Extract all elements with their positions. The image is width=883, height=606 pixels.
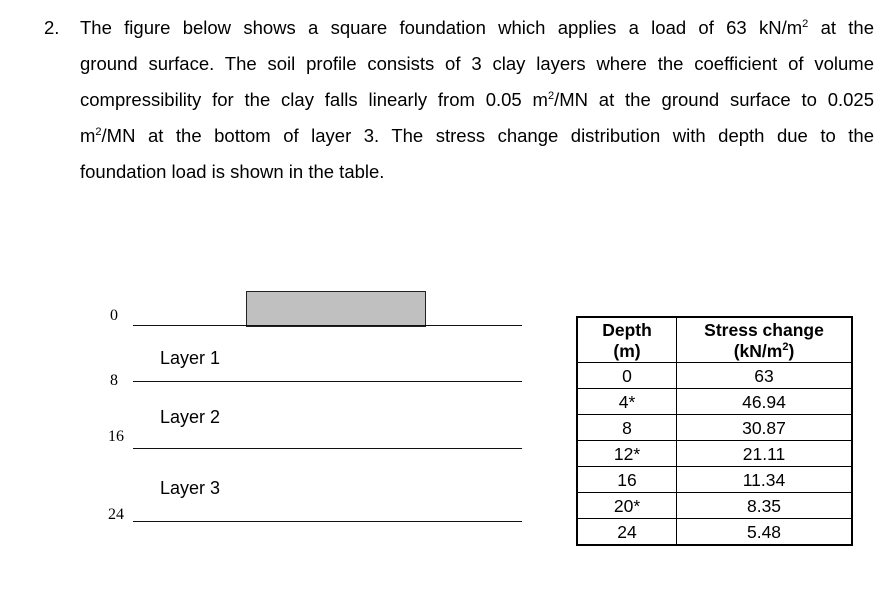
depth-column-header: Depth (m) xyxy=(577,317,677,363)
depth-cell: 0 xyxy=(577,363,677,389)
table-row xyxy=(577,467,852,493)
question-number: 2. xyxy=(44,17,60,38)
question-text-fragment: ground surface. The soil profile consists of 3 clay layers where the coefficient of volume xyxy=(80,53,874,74)
stress-change-column-header: Stress change $(kN/m^2)$ xyxy=(677,317,853,363)
depth-label-0: 0 xyxy=(110,307,118,324)
table-row xyxy=(577,441,852,467)
question-text-fragment: at the xyxy=(808,17,874,38)
superscript: 2 xyxy=(95,126,102,138)
table-row xyxy=(577,389,852,415)
stress-change-cell: 30.87 xyxy=(677,415,853,441)
depth-label-24: 24 xyxy=(108,506,124,523)
layer-3-label: Layer 3 xyxy=(160,478,221,498)
table-header-row xyxy=(577,317,852,363)
layer-1-label: Layer 1 xyxy=(160,348,221,368)
question-text-fragment: compressibility for the clay falls linearly from 0.05 m xyxy=(80,89,548,110)
table-row xyxy=(577,363,852,389)
depth-label-8: 8 xyxy=(110,372,118,389)
depth-cell: 24 xyxy=(577,519,677,546)
depth-cell: 12* xyxy=(577,441,677,467)
layer-2-boundary-line xyxy=(133,448,522,449)
stress-change-cell: 5.48 xyxy=(677,519,853,546)
stress-change-cell: 11.34 xyxy=(677,467,853,493)
table-row xyxy=(577,493,852,519)
depth-label-16: 16 xyxy=(108,428,124,445)
question-text-fragment: foundation load is shown in the table. xyxy=(80,161,385,182)
depth-cell: 4* xyxy=(577,389,677,415)
layer-3-boundary-line xyxy=(133,521,522,522)
table-row xyxy=(577,519,852,546)
question-text-fragment: /MN at the bottom of layer 3. The stress change distribution with depth due to the xyxy=(101,125,874,146)
question-text-fragment: The figure below shows a square foundation which applies a load of 63 kN/m xyxy=(80,17,803,38)
depth-cell: 8 xyxy=(577,415,677,441)
depth-cell: 20* xyxy=(577,493,677,519)
square-foundation xyxy=(246,291,426,327)
layer-2-label: Layer 2 xyxy=(160,407,221,427)
stress-table xyxy=(576,316,853,546)
layer-1-boundary-line xyxy=(133,381,522,382)
question-text-fragment: /MN at the ground surface to 0.025 xyxy=(554,89,874,110)
stress-table-body xyxy=(577,363,852,546)
question-text-fragment: m xyxy=(80,125,96,146)
stress-change-cell: 21.11 xyxy=(677,441,853,467)
stress-change-cell: 46.94 xyxy=(677,389,853,415)
table-row xyxy=(577,415,852,441)
superscript: 2 xyxy=(802,18,809,30)
stress-change-cell: 8.35 xyxy=(677,493,853,519)
stress-change-cell: 63 xyxy=(677,363,853,389)
ground-surface-line xyxy=(133,325,522,326)
superscript: 2 xyxy=(547,90,555,102)
depth-cell: 16 xyxy=(577,467,677,493)
